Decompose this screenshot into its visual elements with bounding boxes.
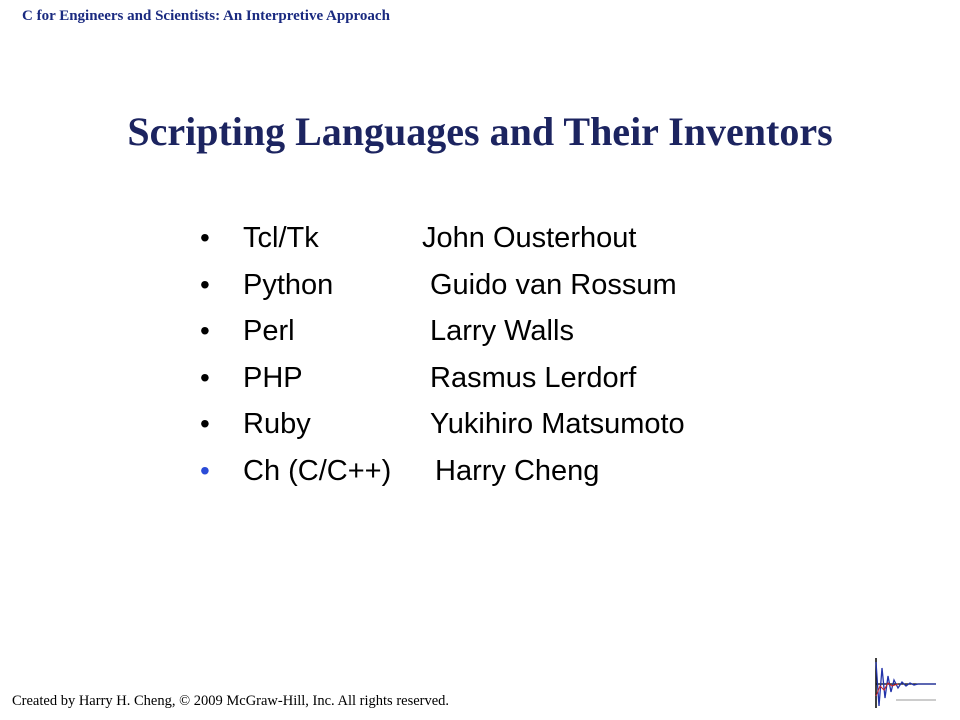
damped-oscillation-plot-icon <box>872 656 938 710</box>
bullet-icon: • <box>200 222 210 253</box>
language-name: Ch (C/C++) <box>243 454 392 487</box>
language-name: PHP <box>243 361 303 394</box>
inventor-name: Guido van Rossum <box>430 268 677 301</box>
copyright-footer: Created by Harry H. Cheng, © 2009 McGraw-Hill, Inc. All rights reserved. <box>12 693 450 709</box>
inventor-name: Larry Walls <box>430 315 574 348</box>
inventor-name: Rasmus Lerdorf <box>430 361 637 394</box>
bullet-icon: • <box>200 315 210 347</box>
language-name: Perl <box>243 315 295 348</box>
inventor-name: Harry Cheng <box>435 454 600 487</box>
bullet-icon: • <box>200 454 210 486</box>
language-name: Python <box>243 268 334 301</box>
language-name: Tcl/Tk <box>243 222 319 254</box>
slide-title: Scripting Languages and Their Inventors <box>127 109 833 154</box>
language-name: Ruby <box>243 408 311 441</box>
bullet-icon: • <box>200 408 210 440</box>
bullet-icon: • <box>200 268 210 300</box>
course-header: C for Engineers and Scientists: An Interpretive Approach <box>22 8 390 24</box>
inventor-name: John Ousterhout <box>422 222 637 254</box>
inventor-name: Yukihiro Matsumoto <box>430 408 685 441</box>
bullet-icon: • <box>200 361 210 393</box>
